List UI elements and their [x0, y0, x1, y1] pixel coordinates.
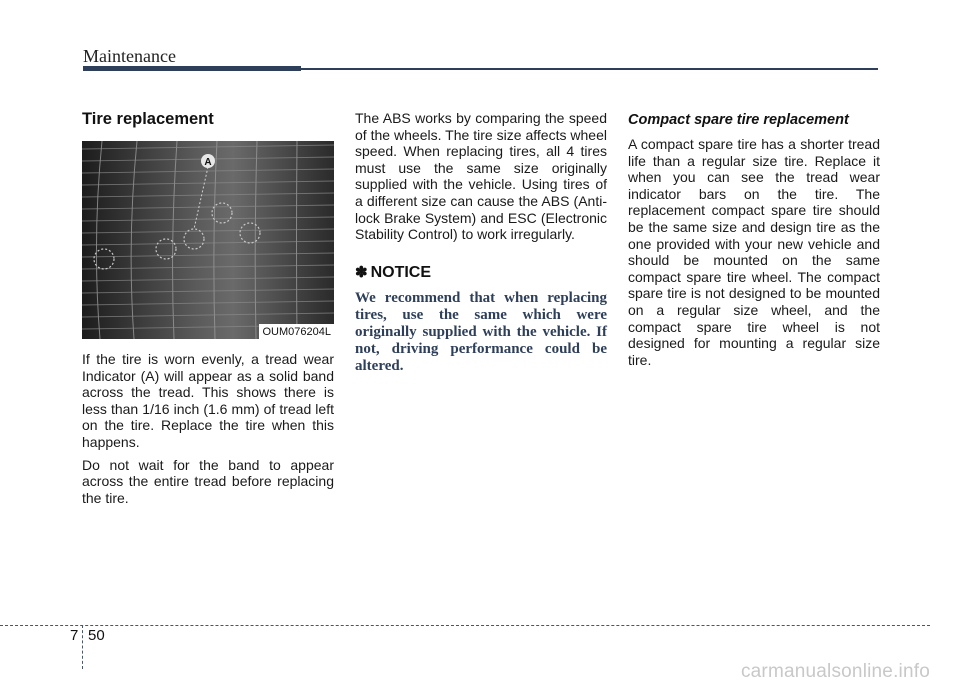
section-heading: Tire replacement — [82, 110, 214, 128]
footer-divider — [82, 625, 83, 669]
page-number: 50 — [88, 627, 105, 644]
figure-code: OUM076204L — [259, 324, 335, 339]
middle-column — [355, 110, 607, 375]
header-title: Maintenance — [83, 46, 176, 66]
body-paragraph: If the tire is worn evenly, a tread wear Indicator (A) will appear as a solid band across the tread. This shows there is less than 1/16 inch (1.6 mm) of tread left on the tire. Replace the tire when this happens. — [82, 351, 334, 450]
callout-label: A — [204, 157, 212, 168]
notice-title: NOTICE — [370, 263, 432, 281]
sub-heading: Compact spare tire replacement — [628, 112, 849, 128]
watermark: carmanualsonline.info — [740, 661, 930, 682]
tire-tread-illustration — [82, 141, 334, 339]
body-paragraph: A compact spare tire has a shorter tread life than a regular size tire. Replace it when you can see the tread wear indicator bars on the tire. The replacement compact spare tire should be the same size and design tire as the one provided with your new vehicle and should be mounted on the same compact spare tire wheel. The compact spare tire is not designed to be mounted on a regular size wheel, and the compact spare tire wheel is not designed for mounting a regular size tire. — [628, 136, 880, 368]
header-rule — [301, 68, 878, 70]
right-column — [628, 110, 880, 374]
left-column — [82, 110, 334, 512]
tire-tread-figure — [82, 141, 334, 339]
body-paragraph: Do not wait for the band to appear across the entire tread before replacing the tire. — [82, 456, 334, 506]
header-bar — [83, 66, 301, 71]
chapter-number: 7 — [70, 627, 79, 644]
footer-rule — [0, 625, 930, 626]
notice-heading — [355, 263, 607, 282]
body-paragraph: The ABS works by comparing the speed of the wheels. The tire size affects wheel speed. When replacing tires, all 4 tires must use the same size originally supplied with the vehicle. Using tires of a different size can cause the ABS (Anti-lock Brake System) and ESC (Electronic Stability Control) to work irregularly. — [355, 110, 607, 243]
notice-body: We recommend that when replacing tires, use the same which were originally supplied with the vehicle. If not, driving performance could be altered. — [355, 289, 607, 374]
notice-star-icon: ✽ — [355, 263, 368, 281]
